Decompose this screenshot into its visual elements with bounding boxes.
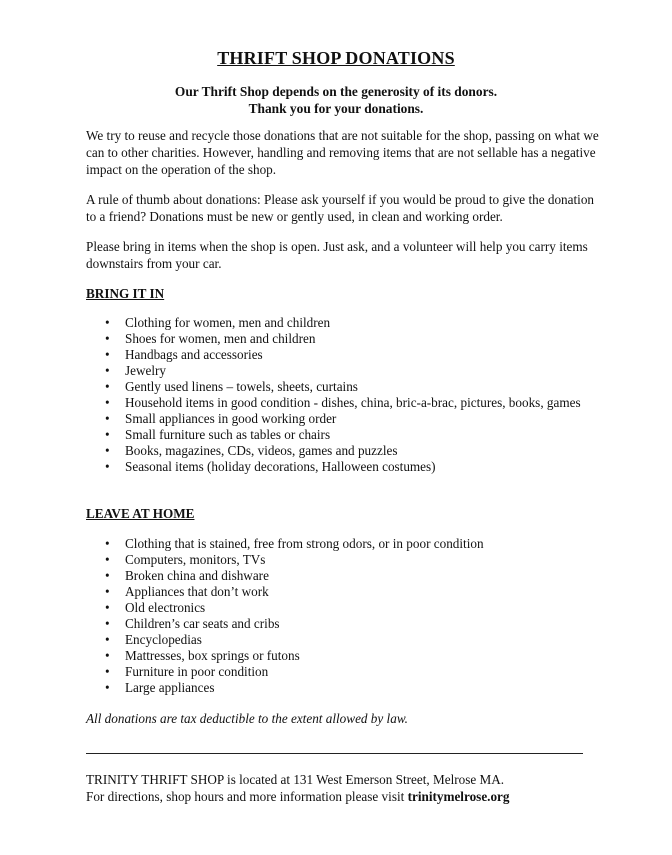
leave-at-home-item — [105, 648, 585, 664]
bring-it-in-item-text: Jewelry — [125, 363, 167, 378]
intro-paragraph: We try to reuse and recycle those donations that are not suitable for the shop, passing on what we can to other charities. However, handling and removing items that are not sellable has a negative impact on the operation of the shop. — [86, 128, 599, 177]
bullet-icon: • — [105, 379, 110, 394]
leave-at-home-item — [105, 632, 585, 648]
bring-it-in-item — [105, 459, 585, 475]
leave-at-home-heading: LEAVE AT HOME — [86, 506, 195, 521]
bullet-icon: • — [105, 427, 110, 442]
bring-it-in-item-text: Shoes for women, men and children — [125, 331, 316, 346]
leave-at-home-item — [105, 568, 585, 584]
bring-it-in-item-text: Household items in good condition - dishes, china, bric-a-brac, pictures, books, games — [125, 395, 581, 410]
bring-it-in-item-text: Books, magazines, CDs, videos, games and puzzles — [125, 443, 398, 458]
footer-directions-text: For directions, shop hours and more information please visit — [86, 789, 408, 804]
subtitle-line-2: Thank you for your donations. — [248, 101, 424, 116]
leave-at-home-item-text: Clothing that is stained, free from strong odors, or in poor condition — [125, 536, 484, 551]
leave-at-home-item — [105, 536, 585, 552]
leave-at-home-item — [105, 552, 585, 568]
bullet-icon: • — [105, 568, 110, 583]
rule-of-thumb-paragraph: A rule of thumb about donations: Please ask yourself if you would be proud to give the donation to a friend? Donations must be new or gently used, in clean and working order. — [86, 192, 595, 224]
footer-directions-line — [86, 788, 606, 805]
bullet-icon: • — [105, 584, 110, 599]
leave-at-home-item-text: Old electronics — [125, 600, 206, 615]
leave-at-home-item-text: Children’s car seats and cribs — [125, 616, 280, 631]
bring-it-in-heading: BRING IT IN — [86, 286, 165, 301]
bullet-icon: • — [105, 459, 110, 474]
bullet-icon: • — [105, 363, 110, 378]
tax-deductible-note: All donations are tax deductible to the extent allowed by law. — [86, 711, 408, 726]
bullet-icon: • — [105, 600, 110, 615]
website-link[interactable]: trinitymelrose.org — [407, 789, 510, 804]
leave-at-home-item-text: Computers, monitors, TVs — [125, 552, 266, 567]
drop-off-paragraph: Please bring in items when the shop is open. Just ask, and a volunteer will help you carry items downstairs from your car. — [86, 239, 588, 271]
bullet-icon: • — [105, 443, 110, 458]
leave-at-home-item — [105, 680, 585, 696]
bullet-icon: • — [105, 680, 110, 695]
bring-it-in-item — [105, 347, 585, 363]
leave-at-home-item-text: Furniture in poor condition — [125, 664, 269, 679]
leave-at-home-item — [105, 616, 585, 632]
leave-at-home-item-text: Large appliances — [125, 680, 215, 695]
bullet-icon: • — [105, 552, 110, 567]
leave-at-home-item — [105, 600, 585, 616]
bullet-icon: • — [105, 331, 110, 346]
bullet-icon: • — [105, 395, 110, 410]
leave-at-home-item — [105, 664, 585, 680]
bring-it-in-item-text: Seasonal items (holiday decorations, Halloween costumes) — [125, 459, 436, 474]
bring-it-in-item — [105, 379, 585, 395]
bullet-icon: • — [105, 664, 110, 679]
leave-at-home-item — [105, 584, 585, 600]
bring-it-in-item — [105, 427, 585, 443]
bullet-icon: • — [105, 315, 110, 330]
leave-at-home-item-text: Broken china and dishware — [125, 568, 269, 583]
bring-it-in-list — [105, 315, 585, 475]
footer-divider — [86, 753, 583, 754]
footer-location-line: TRINITY THRIFT SHOP is located at 131 West Emerson Street, Melrose MA. — [86, 772, 505, 787]
leave-at-home-item-text: Encyclopedias — [125, 632, 202, 647]
bullet-icon: • — [105, 632, 110, 647]
leave-at-home-item-text: Appliances that don’t work — [125, 584, 269, 599]
subtitle-line-1: Our Thrift Shop depends on the generosity of its donors. — [174, 84, 498, 99]
bring-it-in-item-text: Small appliances in good working order — [125, 411, 337, 426]
leave-at-home-list — [105, 536, 585, 696]
bring-it-in-item-text: Small furniture such as tables or chairs — [125, 427, 331, 442]
bullet-icon: • — [105, 347, 110, 362]
bring-it-in-item-text: Gently used linens – towels, sheets, curtains — [125, 379, 358, 394]
bring-it-in-item — [105, 443, 585, 459]
bring-it-in-item — [105, 331, 585, 347]
bring-it-in-item — [105, 363, 585, 379]
footer — [86, 771, 606, 805]
bullet-icon: • — [105, 536, 110, 551]
bring-it-in-item-text: Clothing for women, men and children — [125, 315, 331, 330]
bullet-icon: • — [105, 616, 110, 631]
bring-it-in-item-text: Handbags and accessories — [125, 347, 263, 362]
page-title: THRIFT SHOP DONATIONS — [217, 48, 455, 68]
bring-it-in-item — [105, 395, 585, 411]
leave-at-home-item-text: Mattresses, box springs or futons — [125, 648, 300, 663]
bullet-icon: • — [105, 411, 110, 426]
bring-it-in-item — [105, 411, 585, 427]
bullet-icon: • — [105, 648, 110, 663]
subtitle — [0, 83, 672, 117]
bring-it-in-item — [105, 315, 585, 331]
